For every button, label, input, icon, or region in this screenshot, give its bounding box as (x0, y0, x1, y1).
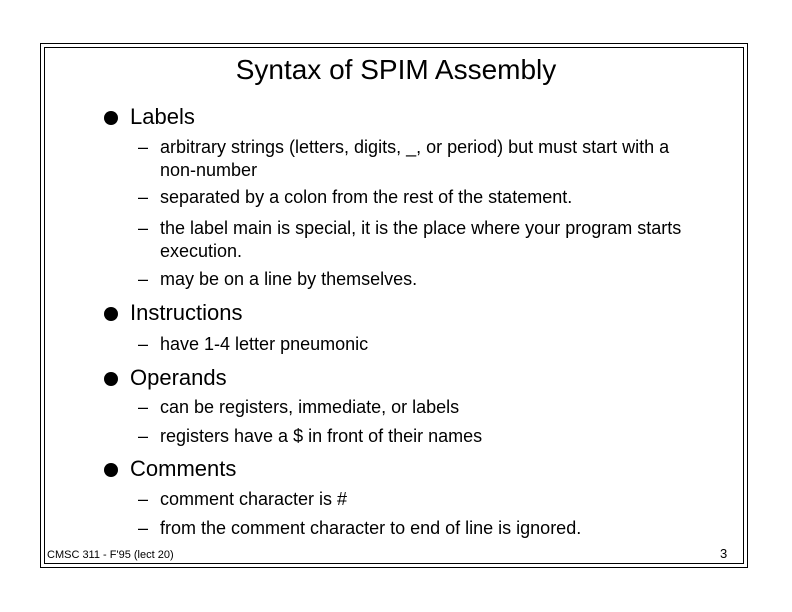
sub-item-text: may be on a line by themselves. (160, 269, 418, 289)
sub-item (138, 488, 698, 511)
sub-item (138, 186, 698, 209)
sub-item (138, 217, 698, 263)
sub-item (138, 425, 698, 448)
sub-item (138, 517, 698, 540)
bullet-dot-icon (104, 111, 118, 125)
dash-icon: – (138, 397, 149, 417)
bullet-dot-icon (104, 463, 118, 477)
bullet-dot-icon (104, 307, 118, 321)
slide-title: Syntax of SPIM Assembly (235, 54, 557, 85)
sub-item (138, 396, 698, 419)
sub-item (138, 268, 698, 291)
dash-icon: – (138, 334, 149, 354)
bullet-dot-icon (104, 372, 118, 386)
sub-item (138, 333, 698, 356)
dash-icon: – (138, 426, 149, 446)
dash-icon: – (138, 269, 149, 289)
sub-item-text: from the comment character to end of line is ignored. (160, 518, 582, 538)
sub-item-text: have 1-4 letter pneumonic (160, 334, 369, 354)
sub-item-text: the label main is special, it is the place where your program starts execution. (160, 218, 682, 261)
bullet-label: Operands (130, 365, 227, 390)
sub-item-text: comment character is # (160, 489, 348, 509)
dash-icon: – (138, 518, 149, 538)
dash-icon: – (138, 218, 149, 238)
dash-icon: – (138, 187, 149, 207)
sub-item-text: can be registers, immediate, or labels (160, 397, 460, 417)
sub-item-text: arbitrary strings (letters, digits, _, or period) but must start with a non-number (160, 137, 670, 180)
page-number: 3 (720, 546, 728, 561)
dash-icon: – (138, 489, 149, 509)
bullet-label: Labels (130, 104, 195, 129)
sub-item-text: registers have a $ in front of their names (160, 426, 483, 446)
sub-item (138, 136, 698, 182)
bullet-label: Instructions (130, 300, 243, 325)
bullet-label: Comments (130, 456, 237, 481)
slide-footer: CMSC 311 - F'95 (lect 20) (47, 549, 174, 561)
dash-icon: – (138, 137, 149, 157)
sub-item-text: separated by a colon from the rest of the statement. (160, 187, 573, 207)
